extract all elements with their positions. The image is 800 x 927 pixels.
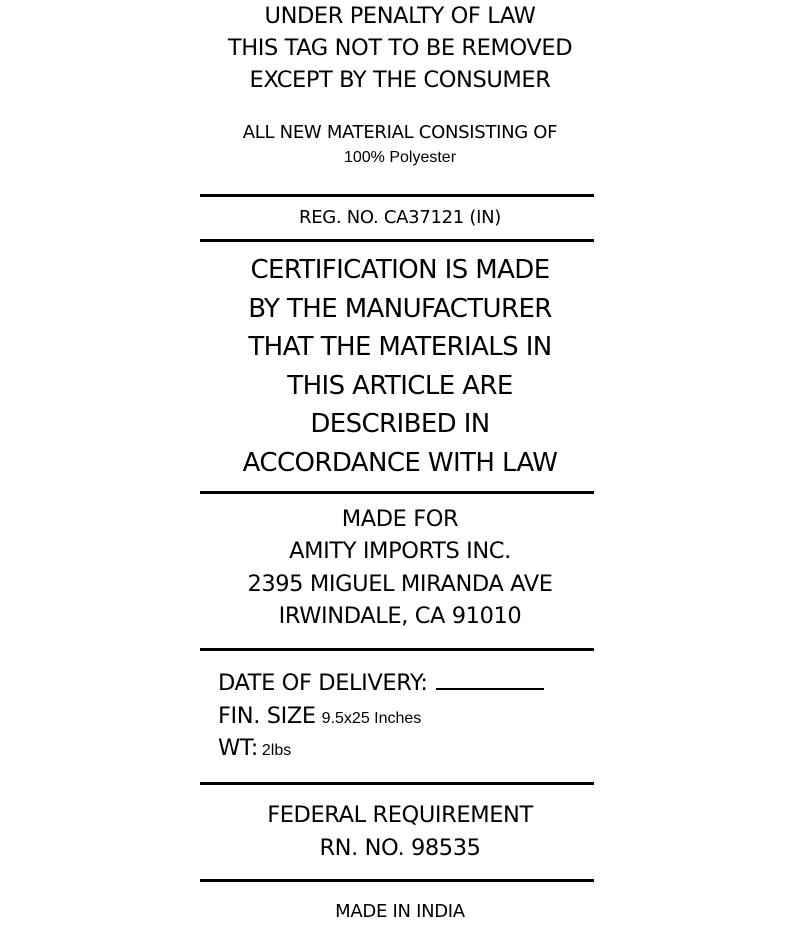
divider xyxy=(200,648,594,651)
weight-row xyxy=(218,735,291,761)
law-notice-line-2: THIS TAG NOT TO BE REMOVED xyxy=(227,35,573,61)
material-heading: ALL NEW MATERIAL CONSISTING OF xyxy=(242,122,558,143)
divider xyxy=(200,782,594,785)
divider xyxy=(200,491,594,494)
federal-requirement-label: FEDERAL REQUIREMENT xyxy=(267,802,533,828)
company-name: AMITY IMPORTS INC. xyxy=(289,538,511,564)
divider xyxy=(200,194,594,197)
divider xyxy=(200,879,594,882)
divider xyxy=(200,239,594,242)
certification-line-5: DESCRIBED IN xyxy=(310,409,490,439)
weight-label: WT: xyxy=(218,735,258,761)
law-notice-line-1: UNDER PENALTY OF LAW xyxy=(264,3,536,29)
certification-line-4: THIS ARTICLE ARE xyxy=(287,371,513,401)
delivery-date-blank xyxy=(436,688,544,690)
material-content: 100% Polyester xyxy=(343,149,457,166)
rn-number: RN. NO. 98535 xyxy=(319,835,481,861)
country-of-origin: MADE IN INDIA xyxy=(335,901,465,922)
size-label: FIN. SIZE xyxy=(218,703,316,729)
certification-line-2: BY THE MANUFACTURER xyxy=(248,294,552,324)
certification-line-1: CERTIFICATION IS MADE xyxy=(250,255,550,285)
law-notice-line-3: EXCEPT BY THE CONSUMER xyxy=(249,67,551,93)
certification-line-3: THAT THE MATERIALS IN xyxy=(248,332,552,362)
delivery-label: DATE OF DELIVERY: xyxy=(218,670,428,696)
certification-line-6: ACCORDANCE WITH LAW xyxy=(242,448,558,478)
size-row xyxy=(218,703,421,729)
street-address: 2395 MIGUEL MIRANDA AVE xyxy=(247,571,553,597)
registration-number: REG. NO. CA37121 (IN) xyxy=(298,207,501,228)
weight-value: 2lbs xyxy=(261,742,292,759)
city-address: IRWINDALE, CA 91010 xyxy=(278,603,522,629)
delivery-row xyxy=(218,670,544,696)
size-value: 9.5x25 Inches xyxy=(321,710,422,727)
made-for-label: MADE FOR xyxy=(341,506,459,532)
